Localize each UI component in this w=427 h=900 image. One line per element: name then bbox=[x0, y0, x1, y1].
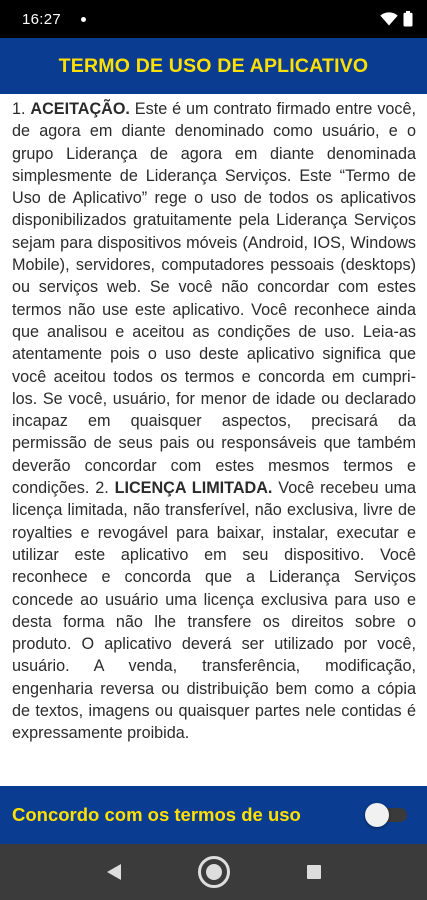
section-2-text: Você recebeu uma licença limitada, não transferível, não exclusiva, livre de royalties e revogável para baixar, instalar, executar e utilizar este aplicativo em seu dispositivo. Você reconhece e concorda que a Liderança Serviços concede ao usuário uma licença exclusiva para uso e desta forma não lhe transfere os direitos sobre o produto. O aplicativo deverá ser utilizado por você, usuário. A venda, transferência, modificação, engenharia reversa ou distribuição bem como a cópia de textos, imagens ou quaisquer partes nele contidas é expressamente proibida. bbox=[12, 479, 416, 743]
toggle-thumb bbox=[365, 803, 389, 827]
system-nav-bar bbox=[0, 844, 427, 900]
wifi-icon bbox=[380, 12, 398, 26]
battery-icon bbox=[403, 11, 413, 27]
section-1-text: Este é um contrato firmado entre você, de agora em diante denominado como usuário, e o grupo Liderança de agora em diante denominada simplesmente de Liderança Serviços. Este “Termo de Uso de Aplicativo” rege o uso de todos os aplicativos disponibilizados gratuitamente pela Liderança Serviços sejam para dispositivos móveis (Android, IOS, Windows Mobile), servidores, computadores pessoais (desktops) ou serviços web. Se você não concordar com estes termos não use este aplicativo. Você reconhece ainda que analisou e aceitou as condições de uso. Leia-as atentamente pois o uso deste aplicativo significa que você aceitou todos os termos e concorda em cumpri-los. Se você, usuário, for menor de idade ou declarado incapaz em quaisquer aspectos, precisará da permissão de seus pais ou responsáveis que também deverão concordar com estes mesmos termos e condições. bbox=[12, 100, 417, 498]
app-header bbox=[0, 38, 427, 94]
terms-text bbox=[12, 98, 416, 745]
section-2-heading: LICENÇA LIMITADA. bbox=[114, 479, 273, 498]
recents-icon bbox=[306, 864, 322, 880]
recents-button[interactable] bbox=[284, 844, 344, 900]
home-button[interactable] bbox=[184, 844, 244, 900]
terms-scroll-area[interactable] bbox=[0, 94, 427, 786]
page-title: TERMO DE USO DE APLICATIVO bbox=[58, 54, 369, 77]
status-icons bbox=[380, 11, 413, 27]
agree-label: Concordo com os termos de uso bbox=[12, 804, 301, 825]
status-time: 16:27 bbox=[22, 10, 62, 28]
agree-bar bbox=[0, 786, 427, 844]
status-bar bbox=[0, 0, 427, 38]
section-1-number: 1. bbox=[12, 100, 31, 118]
notification-dot-icon bbox=[81, 17, 86, 22]
section-1-heading: ACEITAÇÃO. bbox=[30, 100, 130, 118]
agree-toggle[interactable] bbox=[365, 802, 409, 828]
back-button[interactable] bbox=[84, 844, 144, 900]
back-icon bbox=[106, 863, 122, 881]
section-2-number: 2. bbox=[95, 479, 115, 498]
home-icon bbox=[197, 855, 231, 889]
